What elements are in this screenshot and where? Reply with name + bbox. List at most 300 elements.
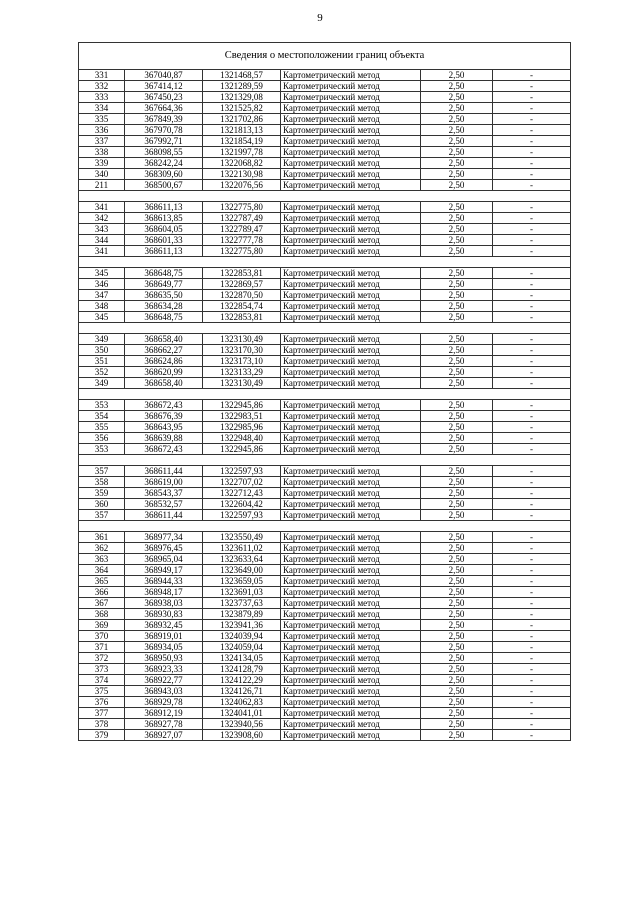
- x-coordinate-cell: 368930,83: [125, 609, 203, 620]
- note-cell: -: [493, 686, 571, 697]
- accuracy-cell: 2,50: [421, 224, 493, 235]
- x-coordinate-cell: 368624,86: [125, 356, 203, 367]
- x-coordinate-cell: 368927,78: [125, 719, 203, 730]
- method-cell: Картометрический метод: [281, 301, 421, 312]
- note-cell: -: [493, 400, 571, 411]
- accuracy-cell: 2,50: [421, 202, 493, 213]
- point-number-cell: 333: [79, 92, 125, 103]
- note-cell: -: [493, 180, 571, 191]
- y-coordinate-cell: 1322076,56: [203, 180, 281, 191]
- point-number-cell: 367: [79, 598, 125, 609]
- table-row: [79, 246, 571, 257]
- point-number-cell: 338: [79, 147, 125, 158]
- accuracy-cell: 2,50: [421, 345, 493, 356]
- point-number-cell: 361: [79, 532, 125, 543]
- table-row: [79, 422, 571, 433]
- y-coordinate-cell: 1321468,57: [203, 70, 281, 81]
- y-coordinate-cell: 1324122,29: [203, 675, 281, 686]
- point-number-cell: 340: [79, 169, 125, 180]
- x-coordinate-cell: 368611,44: [125, 466, 203, 477]
- y-coordinate-cell: 1323659,05: [203, 576, 281, 587]
- note-cell: -: [493, 598, 571, 609]
- method-cell: Картометрический метод: [281, 730, 421, 741]
- method-cell: Картометрический метод: [281, 708, 421, 719]
- separator-cell: [79, 389, 571, 400]
- y-coordinate-cell: 1322854,74: [203, 301, 281, 312]
- x-coordinate-cell: 368611,13: [125, 246, 203, 257]
- point-number-cell: 345: [79, 312, 125, 323]
- x-coordinate-cell: 368643,95: [125, 422, 203, 433]
- accuracy-cell: 2,50: [421, 400, 493, 411]
- table-row: [79, 642, 571, 653]
- table-row: [79, 147, 571, 158]
- note-cell: -: [493, 279, 571, 290]
- x-coordinate-cell: 368543,37: [125, 488, 203, 499]
- table-row: [79, 235, 571, 246]
- note-cell: -: [493, 642, 571, 653]
- group-separator: [79, 455, 571, 466]
- point-number-cell: 374: [79, 675, 125, 686]
- point-number-cell: 349: [79, 334, 125, 345]
- y-coordinate-cell: 1321702,86: [203, 114, 281, 125]
- table-row: [79, 125, 571, 136]
- y-coordinate-cell: 1324134,05: [203, 653, 281, 664]
- y-coordinate-cell: 1322787,49: [203, 213, 281, 224]
- y-coordinate-cell: 1323170,30: [203, 345, 281, 356]
- accuracy-cell: 2,50: [421, 499, 493, 510]
- y-coordinate-cell: 1323879,89: [203, 609, 281, 620]
- note-cell: -: [493, 576, 571, 587]
- table-row: [79, 719, 571, 730]
- y-coordinate-cell: 1322712,43: [203, 488, 281, 499]
- note-cell: -: [493, 719, 571, 730]
- accuracy-cell: 2,50: [421, 367, 493, 378]
- x-coordinate-cell: 367040,87: [125, 70, 203, 81]
- point-number-cell: 335: [79, 114, 125, 125]
- accuracy-cell: 2,50: [421, 378, 493, 389]
- accuracy-cell: 2,50: [421, 532, 493, 543]
- y-coordinate-cell: 1323908,60: [203, 730, 281, 741]
- y-coordinate-cell: 1324062,83: [203, 697, 281, 708]
- accuracy-cell: 2,50: [421, 576, 493, 587]
- x-coordinate-cell: 367849,39: [125, 114, 203, 125]
- x-coordinate-cell: 368604,05: [125, 224, 203, 235]
- accuracy-cell: 2,50: [421, 488, 493, 499]
- method-cell: Картометрический метод: [281, 345, 421, 356]
- table-row: [79, 279, 571, 290]
- accuracy-cell: 2,50: [421, 334, 493, 345]
- table-row: [79, 686, 571, 697]
- y-coordinate-cell: 1321289,59: [203, 81, 281, 92]
- point-number-cell: 360: [79, 499, 125, 510]
- note-cell: -: [493, 70, 571, 81]
- note-cell: -: [493, 114, 571, 125]
- note-cell: -: [493, 235, 571, 246]
- method-cell: Картометрический метод: [281, 136, 421, 147]
- accuracy-cell: 2,50: [421, 719, 493, 730]
- y-coordinate-cell: 1322789,47: [203, 224, 281, 235]
- x-coordinate-cell: 368922,77: [125, 675, 203, 686]
- point-number-cell: 379: [79, 730, 125, 741]
- table-row: [79, 169, 571, 180]
- y-coordinate-cell: 1322777,78: [203, 235, 281, 246]
- method-cell: Картометрический метод: [281, 125, 421, 136]
- method-cell: Картометрический метод: [281, 312, 421, 323]
- point-number-cell: 377: [79, 708, 125, 719]
- y-coordinate-cell: 1322597,93: [203, 510, 281, 521]
- y-coordinate-cell: 1321813,13: [203, 125, 281, 136]
- note-cell: -: [493, 444, 571, 455]
- table-row: [79, 290, 571, 301]
- note-cell: -: [493, 609, 571, 620]
- group-separator: [79, 389, 571, 400]
- table-row: [79, 70, 571, 81]
- note-cell: -: [493, 631, 571, 642]
- table-row: [79, 400, 571, 411]
- note-cell: -: [493, 312, 571, 323]
- x-coordinate-cell: 368948,17: [125, 587, 203, 598]
- x-coordinate-cell: 368965,04: [125, 554, 203, 565]
- method-cell: Картометрический метод: [281, 411, 421, 422]
- point-number-cell: 343: [79, 224, 125, 235]
- table-row: [79, 488, 571, 499]
- method-cell: Картометрический метод: [281, 554, 421, 565]
- table-row: [79, 697, 571, 708]
- table-row: [79, 609, 571, 620]
- table-row: [79, 587, 571, 598]
- group-separator: [79, 521, 571, 532]
- method-cell: Картометрический метод: [281, 642, 421, 653]
- table-row: [79, 345, 571, 356]
- accuracy-cell: 2,50: [421, 70, 493, 81]
- y-coordinate-cell: 1322707,02: [203, 477, 281, 488]
- method-cell: Картометрический метод: [281, 103, 421, 114]
- accuracy-cell: 2,50: [421, 433, 493, 444]
- table-row: [79, 158, 571, 169]
- table-row: [79, 664, 571, 675]
- point-number-cell: 363: [79, 554, 125, 565]
- accuracy-cell: 2,50: [421, 103, 493, 114]
- accuracy-cell: 2,50: [421, 477, 493, 488]
- note-cell: -: [493, 334, 571, 345]
- x-coordinate-cell: 368949,17: [125, 565, 203, 576]
- x-coordinate-cell: 367414,12: [125, 81, 203, 92]
- x-coordinate-cell: 368929,78: [125, 697, 203, 708]
- page-number: 9: [317, 12, 323, 24]
- note-cell: -: [493, 565, 571, 576]
- method-cell: Картометрический метод: [281, 686, 421, 697]
- accuracy-cell: 2,50: [421, 631, 493, 642]
- accuracy-cell: 2,50: [421, 246, 493, 257]
- table-row: [79, 433, 571, 444]
- accuracy-cell: 2,50: [421, 598, 493, 609]
- method-cell: Картометрический метод: [281, 147, 421, 158]
- note-cell: -: [493, 730, 571, 741]
- note-cell: -: [493, 510, 571, 521]
- table-row: [79, 532, 571, 543]
- accuracy-cell: 2,50: [421, 114, 493, 125]
- table-row: [79, 499, 571, 510]
- table-title-row: [79, 43, 571, 70]
- point-number-cell: 359: [79, 488, 125, 499]
- accuracy-cell: 2,50: [421, 136, 493, 147]
- x-coordinate-cell: 368601,33: [125, 235, 203, 246]
- method-cell: Картометрический метод: [281, 631, 421, 642]
- note-cell: -: [493, 136, 571, 147]
- accuracy-cell: 2,50: [421, 125, 493, 136]
- table-row: [79, 411, 571, 422]
- point-number-cell: 341: [79, 246, 125, 257]
- method-cell: Картометрический метод: [281, 92, 421, 103]
- point-number-cell: 347: [79, 290, 125, 301]
- point-number-cell: 342: [79, 213, 125, 224]
- table-row: [79, 675, 571, 686]
- note-cell: -: [493, 378, 571, 389]
- point-number-cell: 341: [79, 202, 125, 213]
- note-cell: -: [493, 697, 571, 708]
- table-row: [79, 620, 571, 631]
- y-coordinate-cell: 1322604,42: [203, 499, 281, 510]
- x-coordinate-cell: 368658,40: [125, 378, 203, 389]
- point-number-cell: 351: [79, 356, 125, 367]
- accuracy-cell: 2,50: [421, 653, 493, 664]
- x-coordinate-cell: 368635,50: [125, 290, 203, 301]
- table-row: [79, 356, 571, 367]
- y-coordinate-cell: 1324039,94: [203, 631, 281, 642]
- y-coordinate-cell: 1321854,19: [203, 136, 281, 147]
- note-cell: -: [493, 103, 571, 114]
- accuracy-cell: 2,50: [421, 290, 493, 301]
- y-coordinate-cell: 1323130,49: [203, 378, 281, 389]
- note-cell: -: [493, 224, 571, 235]
- table-row: [79, 730, 571, 741]
- point-number-cell: 211: [79, 180, 125, 191]
- accuracy-cell: 2,50: [421, 411, 493, 422]
- x-coordinate-cell: 368938,03: [125, 598, 203, 609]
- separator-cell: [79, 323, 571, 334]
- point-number-cell: 349: [79, 378, 125, 389]
- table-row: [79, 543, 571, 554]
- point-number-cell: 352: [79, 367, 125, 378]
- y-coordinate-cell: 1323133,29: [203, 367, 281, 378]
- note-cell: -: [493, 290, 571, 301]
- y-coordinate-cell: 1322983,51: [203, 411, 281, 422]
- method-cell: Картометрический метод: [281, 466, 421, 477]
- table-body: [79, 43, 571, 741]
- y-coordinate-cell: 1322775,80: [203, 246, 281, 257]
- point-number-cell: 368: [79, 609, 125, 620]
- table-row: [79, 367, 571, 378]
- y-coordinate-cell: 1323550,49: [203, 532, 281, 543]
- point-number-cell: 337: [79, 136, 125, 147]
- x-coordinate-cell: 368620,99: [125, 367, 203, 378]
- method-cell: Картометрический метод: [281, 697, 421, 708]
- note-cell: -: [493, 708, 571, 719]
- note-cell: -: [493, 532, 571, 543]
- method-cell: Картометрический метод: [281, 598, 421, 609]
- y-coordinate-cell: 1323941,36: [203, 620, 281, 631]
- point-number-cell: 345: [79, 268, 125, 279]
- method-cell: Картометрический метод: [281, 532, 421, 543]
- point-number-cell: 362: [79, 543, 125, 554]
- point-number-cell: 353: [79, 400, 125, 411]
- note-cell: -: [493, 499, 571, 510]
- note-cell: -: [493, 356, 571, 367]
- accuracy-cell: 2,50: [421, 444, 493, 455]
- y-coordinate-cell: 1322945,86: [203, 444, 281, 455]
- x-coordinate-cell: 368649,77: [125, 279, 203, 290]
- point-number-cell: 355: [79, 422, 125, 433]
- group-separator: [79, 257, 571, 268]
- method-cell: Картометрический метод: [281, 356, 421, 367]
- method-cell: Картометрический метод: [281, 70, 421, 81]
- method-cell: Картометрический метод: [281, 81, 421, 92]
- x-coordinate-cell: 368613,85: [125, 213, 203, 224]
- x-coordinate-cell: 367450,23: [125, 92, 203, 103]
- method-cell: Картометрический метод: [281, 510, 421, 521]
- note-cell: -: [493, 620, 571, 631]
- table-row: [79, 312, 571, 323]
- x-coordinate-cell: 368648,75: [125, 268, 203, 279]
- method-cell: Картометрический метод: [281, 279, 421, 290]
- point-number-cell: 357: [79, 510, 125, 521]
- accuracy-cell: 2,50: [421, 620, 493, 631]
- method-cell: Картометрический метод: [281, 499, 421, 510]
- note-cell: -: [493, 92, 571, 103]
- accuracy-cell: 2,50: [421, 180, 493, 191]
- table-row: [79, 136, 571, 147]
- method-cell: Картометрический метод: [281, 290, 421, 301]
- table-row: [79, 576, 571, 587]
- x-coordinate-cell: 368500,67: [125, 180, 203, 191]
- point-number-cell: 344: [79, 235, 125, 246]
- accuracy-cell: 2,50: [421, 312, 493, 323]
- note-cell: -: [493, 125, 571, 136]
- method-cell: Картометрический метод: [281, 400, 421, 411]
- x-coordinate-cell: 368648,75: [125, 312, 203, 323]
- accuracy-cell: 2,50: [421, 235, 493, 246]
- x-coordinate-cell: 368950,93: [125, 653, 203, 664]
- separator-cell: [79, 257, 571, 268]
- accuracy-cell: 2,50: [421, 510, 493, 521]
- x-coordinate-cell: 368976,45: [125, 543, 203, 554]
- point-number-cell: 339: [79, 158, 125, 169]
- accuracy-cell: 2,50: [421, 609, 493, 620]
- group-separator: [79, 323, 571, 334]
- method-cell: Картометрический метод: [281, 477, 421, 488]
- method-cell: Картометрический метод: [281, 488, 421, 499]
- method-cell: Картометрический метод: [281, 378, 421, 389]
- point-number-cell: 371: [79, 642, 125, 653]
- accuracy-cell: 2,50: [421, 587, 493, 598]
- point-number-cell: 365: [79, 576, 125, 587]
- method-cell: Картометрический метод: [281, 202, 421, 213]
- y-coordinate-cell: 1322130,98: [203, 169, 281, 180]
- method-cell: Картометрический метод: [281, 433, 421, 444]
- accuracy-cell: 2,50: [421, 697, 493, 708]
- x-coordinate-cell: 368977,34: [125, 532, 203, 543]
- method-cell: Картометрический метод: [281, 620, 421, 631]
- table-row: [79, 653, 571, 664]
- method-cell: Картометрический метод: [281, 158, 421, 169]
- note-cell: -: [493, 587, 571, 598]
- x-coordinate-cell: 368934,05: [125, 642, 203, 653]
- point-number-cell: 353: [79, 444, 125, 455]
- y-coordinate-cell: 1322775,80: [203, 202, 281, 213]
- note-cell: -: [493, 147, 571, 158]
- method-cell: Картометрический метод: [281, 114, 421, 125]
- point-number-cell: 376: [79, 697, 125, 708]
- accuracy-cell: 2,50: [421, 213, 493, 224]
- accuracy-cell: 2,50: [421, 268, 493, 279]
- point-number-cell: 378: [79, 719, 125, 730]
- method-cell: Картометрический метод: [281, 180, 421, 191]
- y-coordinate-cell: 1323130,49: [203, 334, 281, 345]
- note-cell: -: [493, 466, 571, 477]
- separator-cell: [79, 521, 571, 532]
- x-coordinate-cell: 368309,60: [125, 169, 203, 180]
- method-cell: Картометрический метод: [281, 565, 421, 576]
- x-coordinate-cell: 368242,24: [125, 158, 203, 169]
- table-row: [79, 631, 571, 642]
- note-cell: -: [493, 422, 571, 433]
- point-number-cell: 350: [79, 345, 125, 356]
- y-coordinate-cell: 1323691,03: [203, 587, 281, 598]
- x-coordinate-cell: 368919,01: [125, 631, 203, 642]
- accuracy-cell: 2,50: [421, 675, 493, 686]
- method-cell: Картометрический метод: [281, 169, 421, 180]
- y-coordinate-cell: 1323611,02: [203, 543, 281, 554]
- accuracy-cell: 2,50: [421, 279, 493, 290]
- point-number-cell: 354: [79, 411, 125, 422]
- x-coordinate-cell: 368532,57: [125, 499, 203, 510]
- x-coordinate-cell: 367992,71: [125, 136, 203, 147]
- x-coordinate-cell: 368672,43: [125, 444, 203, 455]
- x-coordinate-cell: 367970,78: [125, 125, 203, 136]
- method-cell: Картометрический метод: [281, 653, 421, 664]
- note-cell: -: [493, 543, 571, 554]
- method-cell: Картометрический метод: [281, 543, 421, 554]
- accuracy-cell: 2,50: [421, 356, 493, 367]
- table-row: [79, 554, 571, 565]
- y-coordinate-cell: 1321329,08: [203, 92, 281, 103]
- method-cell: Картометрический метод: [281, 719, 421, 730]
- x-coordinate-cell: 368611,13: [125, 202, 203, 213]
- y-coordinate-cell: 1321997,78: [203, 147, 281, 158]
- x-coordinate-cell: 368658,40: [125, 334, 203, 345]
- method-cell: Картометрический метод: [281, 587, 421, 598]
- x-coordinate-cell: 368944,33: [125, 576, 203, 587]
- method-cell: Картометрический метод: [281, 213, 421, 224]
- accuracy-cell: 2,50: [421, 543, 493, 554]
- accuracy-cell: 2,50: [421, 664, 493, 675]
- accuracy-cell: 2,50: [421, 92, 493, 103]
- accuracy-cell: 2,50: [421, 565, 493, 576]
- accuracy-cell: 2,50: [421, 169, 493, 180]
- separator-cell: [79, 191, 571, 202]
- x-coordinate-cell: 367664,36: [125, 103, 203, 114]
- accuracy-cell: 2,50: [421, 730, 493, 741]
- point-number-cell: 375: [79, 686, 125, 697]
- group-separator: [79, 191, 571, 202]
- y-coordinate-cell: 1323737,63: [203, 598, 281, 609]
- y-coordinate-cell: 1324059,04: [203, 642, 281, 653]
- table-row: [79, 378, 571, 389]
- y-coordinate-cell: 1321525,82: [203, 103, 281, 114]
- table-row: [79, 114, 571, 125]
- y-coordinate-cell: 1322068,82: [203, 158, 281, 169]
- table-row: [79, 224, 571, 235]
